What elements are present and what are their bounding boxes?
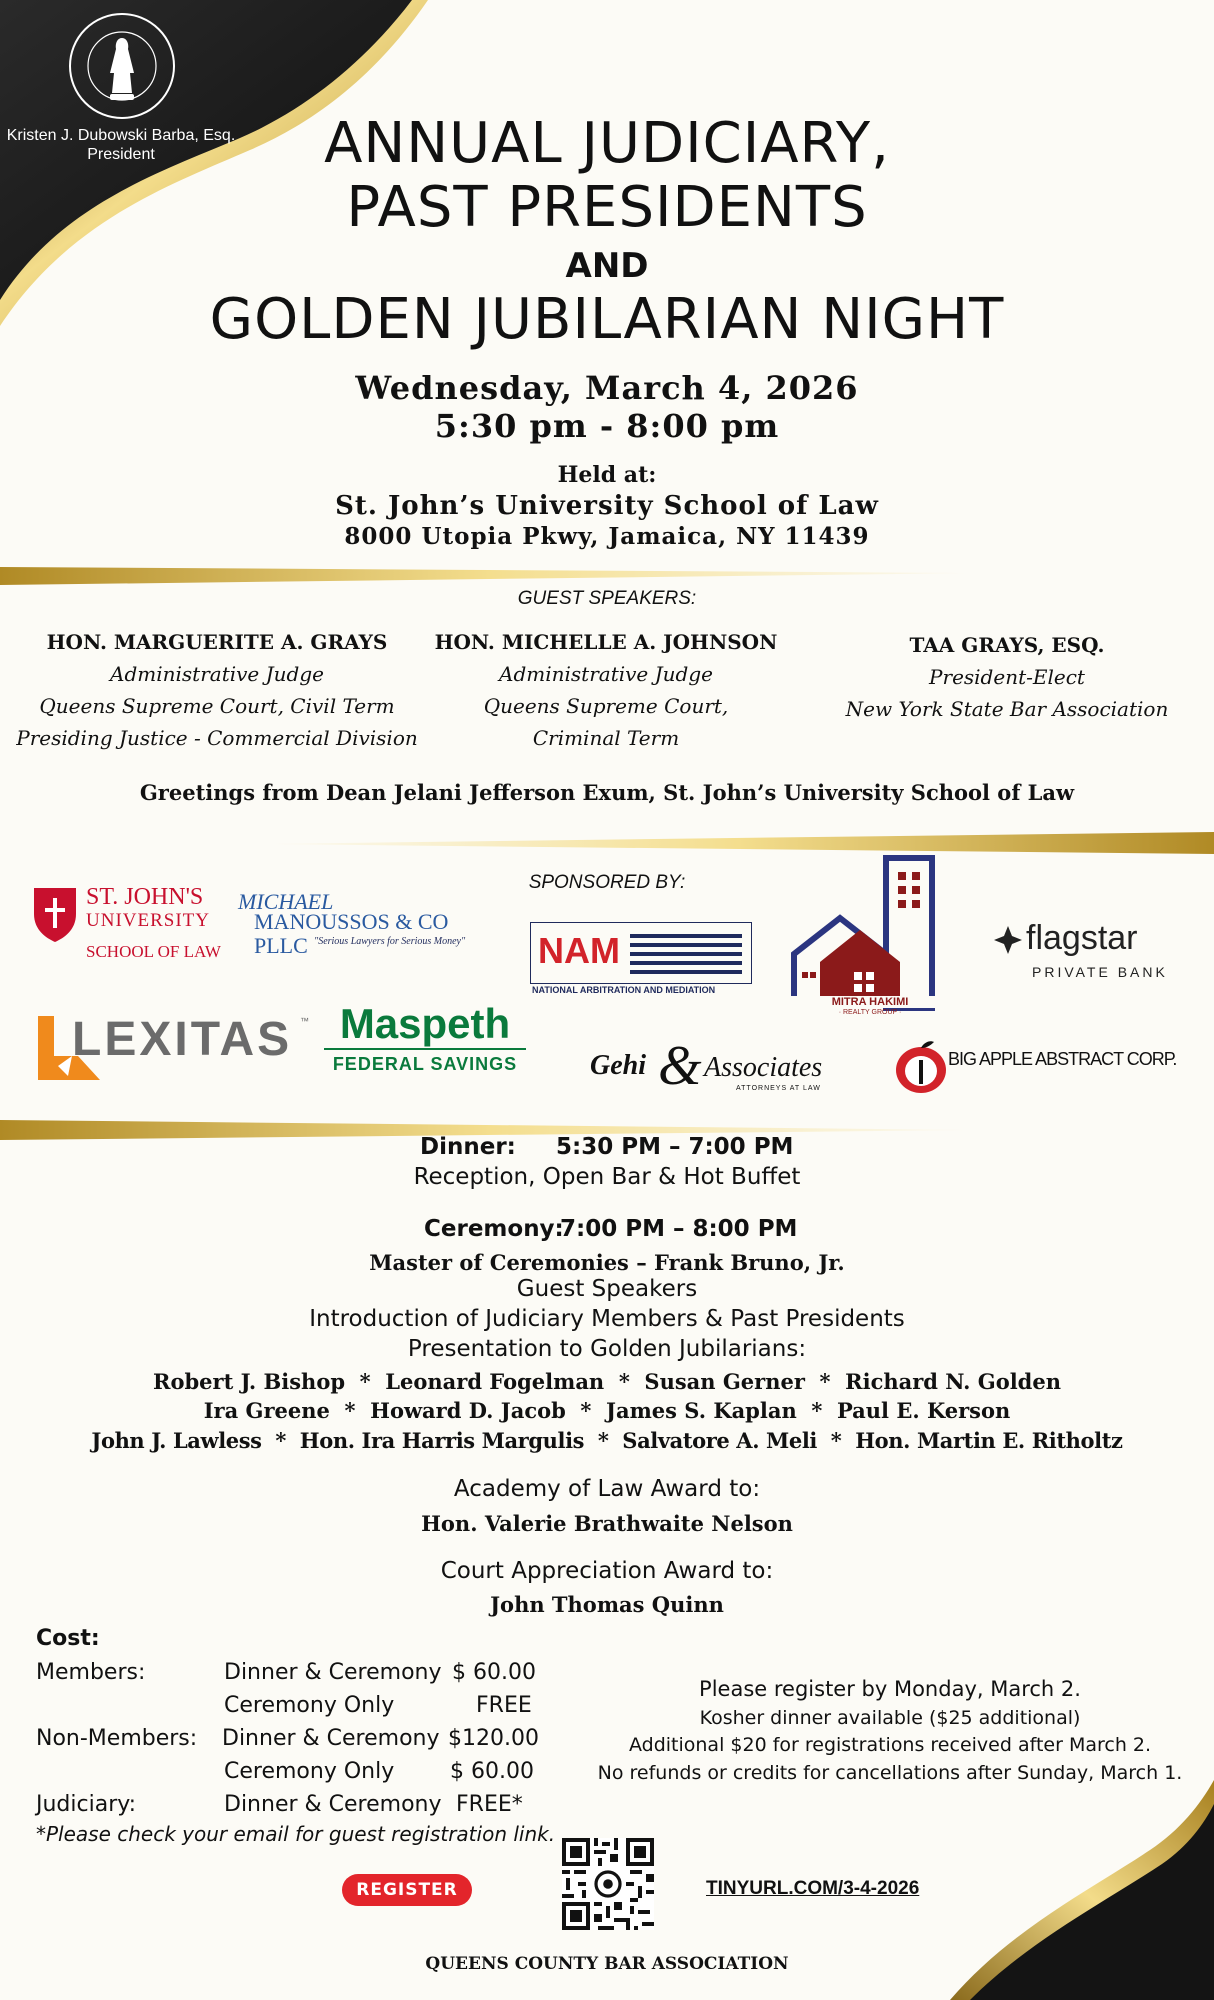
program-item-2: Introduction of Judiciary Members & Past Presidents <box>309 1306 905 1332</box>
speaker-3-line-1: President-Elect <box>929 665 1085 689</box>
cost-row-3-group: Non-Members: <box>36 1726 198 1751</box>
gold-divider-2 <box>260 830 1214 856</box>
late-fee-note: Additional $20 for registrations received after March 2. <box>628 1734 1152 1756</box>
sponsor-maspeth-logo <box>310 1000 540 1080</box>
court-award-name: John Thomas Quinn <box>490 1592 724 1617</box>
mitra-building-icon <box>790 854 950 1018</box>
gehi-sub: ATTORNEYS AT LAW <box>736 1085 821 1092</box>
sponsor-gehi-logo <box>568 1036 838 1106</box>
dinner-description: Reception, Open Bar & Hot Buffet <box>413 1164 801 1190</box>
event-time: 5:30 pm - 8:00 pm <box>434 407 780 445</box>
stjohns-shield-icon <box>30 884 80 944</box>
maspeth-name: Maspeth <box>339 1000 511 1047</box>
cost-row-5-price: FREE* <box>456 1792 523 1817</box>
speaker-1-line-1: Administrative Judge <box>110 662 324 686</box>
ceremony-label: Ceremony: <box>424 1216 564 1242</box>
lexitas-name: LEXITAS <box>72 1013 293 1066</box>
speaker-3 <box>800 629 1214 725</box>
greetings-line: Greetings from Dean Jelani Jefferson Exum, St. John’s University School of Law <box>139 780 1075 805</box>
president-title: President <box>87 146 155 163</box>
sponsor-mitra-logo <box>790 854 950 1018</box>
ceremony-time: 7:00 PM – 8:00 PM <box>560 1216 798 1242</box>
bar-association-seal <box>66 10 178 122</box>
academy-award-label: Academy of Law Award to: <box>453 1476 761 1502</box>
sponsor-lexitas-logo <box>38 1010 309 1086</box>
title-line-3: AND <box>565 246 649 286</box>
speaker-1 <box>0 626 434 754</box>
gehi-name-1: Gehi <box>590 1050 646 1081</box>
lexitas-tm: ™ <box>300 1016 309 1026</box>
academy-award-name: Hon. Valerie Brathwaite Nelson <box>421 1511 793 1536</box>
nam-stripes-icon <box>630 934 742 974</box>
cost-row-5-group: Judiciary: <box>36 1792 137 1817</box>
speaker-2-name: HON. MICHELLE A. JOHNSON <box>434 630 778 654</box>
speaker-2-line-3: Criminal Term <box>532 726 680 750</box>
guest-speakers-label: GUEST SPEAKERS: <box>517 588 697 609</box>
cost-row-1-group: Members: <box>36 1660 146 1685</box>
jubilarians-line-2: Ira Greene * Howard D. Jacob * James S. Kaplan * Paul E. Kerson <box>203 1398 1011 1423</box>
title-line-4: GOLDEN JUBILARIAN NIGHT <box>209 287 1005 352</box>
qr-code-icon[interactable] <box>562 1838 654 1930</box>
gehi-name-2: Associates <box>704 1052 823 1083</box>
sponsor-stjohns-logo <box>30 880 230 970</box>
dinner-label: Dinner: <box>420 1134 516 1160</box>
stjohns-line-2: UNIVERSITY <box>86 910 210 931</box>
nam-full: NATIONAL ARBITRATION AND MEDIATION <box>532 985 716 995</box>
manoussos-line-1: MICHAEL <box>238 889 334 914</box>
cost-row-3-item: Dinner & Ceremony <box>222 1726 440 1751</box>
gold-divider-1 <box>0 563 1000 587</box>
flagstar-name: flagstar <box>1026 919 1138 957</box>
cost-row-1-item: Dinner & Ceremony <box>224 1660 442 1685</box>
title-line-2: PAST PRESIDENTS <box>346 175 868 240</box>
register-deadline: Please register by Monday, March 2. <box>699 1677 1081 1701</box>
mitra-sub: · REALTY GROUP · <box>838 1009 902 1016</box>
sponsor-bigapple-logo <box>894 1034 1177 1098</box>
speaker-1-line-3: Presiding Justice - Commercial Division <box>16 726 418 750</box>
speaker-3-line-2: New York State Bar Association <box>845 697 1169 721</box>
cost-row-2-price: FREE <box>476 1693 532 1718</box>
mitra-name: MITRA HAKIMI <box>790 996 950 1008</box>
cost-row-5-item: Dinner & Ceremony <box>224 1792 442 1817</box>
kosher-note: Kosher dinner available ($25 additional) <box>699 1707 1081 1729</box>
speaker-1-line-2: Queens Supreme Court, Civil Term <box>39 694 395 718</box>
sponsor-flagstar-logo <box>992 914 1172 986</box>
sponsor-manoussos-logo <box>234 890 504 960</box>
flagstar-star-icon <box>994 926 1022 954</box>
master-of-ceremonies: Master of Ceremonies – Frank Bruno, Jr. <box>369 1250 845 1275</box>
nam-abbr: NAM <box>538 930 620 971</box>
program-item-1: Guest Speakers <box>516 1276 698 1302</box>
speaker-2-line-1: Administrative Judge <box>499 662 713 686</box>
maspeth-sub: FEDERAL SAVINGS <box>332 1054 518 1074</box>
speaker-3-name: TAA GRAYS, ESQ. <box>909 633 1105 657</box>
speaker-2-line-2: Queens Supreme Court, <box>483 694 729 718</box>
cost-row-4-price: $ 60.00 <box>450 1759 534 1784</box>
title-line-1: ANNUAL JUDICIARY, <box>324 111 890 176</box>
sponsored-by-label: SPONSORED BY: <box>528 872 686 893</box>
speaker-2 <box>434 626 778 754</box>
held-at-label: Held at: <box>557 462 657 488</box>
jubilarians-line-1: Robert J. Bishop * Leonard Fogelman * Susan Gerner * Richard N. Golden <box>153 1369 1061 1394</box>
court-award-label: Court Appreciation Award to: <box>440 1558 774 1584</box>
cost-row-4-item: Ceremony Only <box>224 1759 395 1784</box>
event-venue: St. John’s University School of Law <box>335 491 879 521</box>
manoussos-tagline: "Serious Lawyers for Serious Money" <box>314 936 466 947</box>
register-button[interactable]: REGISTER <box>342 1874 472 1906</box>
stjohns-line-3: SCHOOL OF LAW <box>86 942 221 961</box>
bigapple-name: BIG APPLE ABSTRACT CORP. <box>948 1049 1177 1069</box>
president-name: Kristen J. Dubowski Barba, Esq. <box>6 127 236 144</box>
flagstar-sub: PRIVATE BANK <box>1032 964 1168 980</box>
sponsor-nam-logo <box>530 922 750 998</box>
event-date: Wednesday, March 4, 2026 <box>355 369 859 407</box>
dinner-time: 5:30 PM – 7:00 PM <box>556 1134 794 1160</box>
tinyurl-link[interactable]: TINYURL.COM/3-4-2026 <box>706 1878 920 1899</box>
cost-row-3-price: $120.00 <box>448 1726 539 1751</box>
cost-footnote: *Please check your email for guest registration link. <box>36 1822 556 1846</box>
program-item-3: Presentation to Golden Jubilarians: <box>407 1336 807 1362</box>
cost-label: Cost: <box>36 1626 100 1651</box>
manoussos-line-2: MANOUSSOS & CO PLLC <box>254 909 449 958</box>
jubilarians-line-3: John J. Lawless * Hon. Ira Harris Margulis * Salvatore A. Meli * Hon. Martin E. Ritholtz <box>91 1428 1123 1453</box>
stjohns-line-1: ST. JOHN'S <box>86 884 204 910</box>
footer-organization: QUEENS COUNTY BAR ASSOCIATION <box>425 1954 789 1974</box>
cost-row-2-item: Ceremony Only <box>224 1693 395 1718</box>
refund-policy: No refunds or credits for cancellations after Sunday, March 1. <box>597 1762 1183 1784</box>
speaker-1-name: HON. MARGUERITE A. GRAYS <box>46 630 388 654</box>
cost-row-1-price: $ 60.00 <box>452 1660 536 1685</box>
gehi-amp: & <box>658 1035 702 1097</box>
event-address: 8000 Utopia Pkwy, Jamaica, NY 11439 <box>344 523 870 550</box>
apple-icon <box>894 1038 948 1094</box>
corner-swoosh-bottom <box>930 1780 1214 2000</box>
